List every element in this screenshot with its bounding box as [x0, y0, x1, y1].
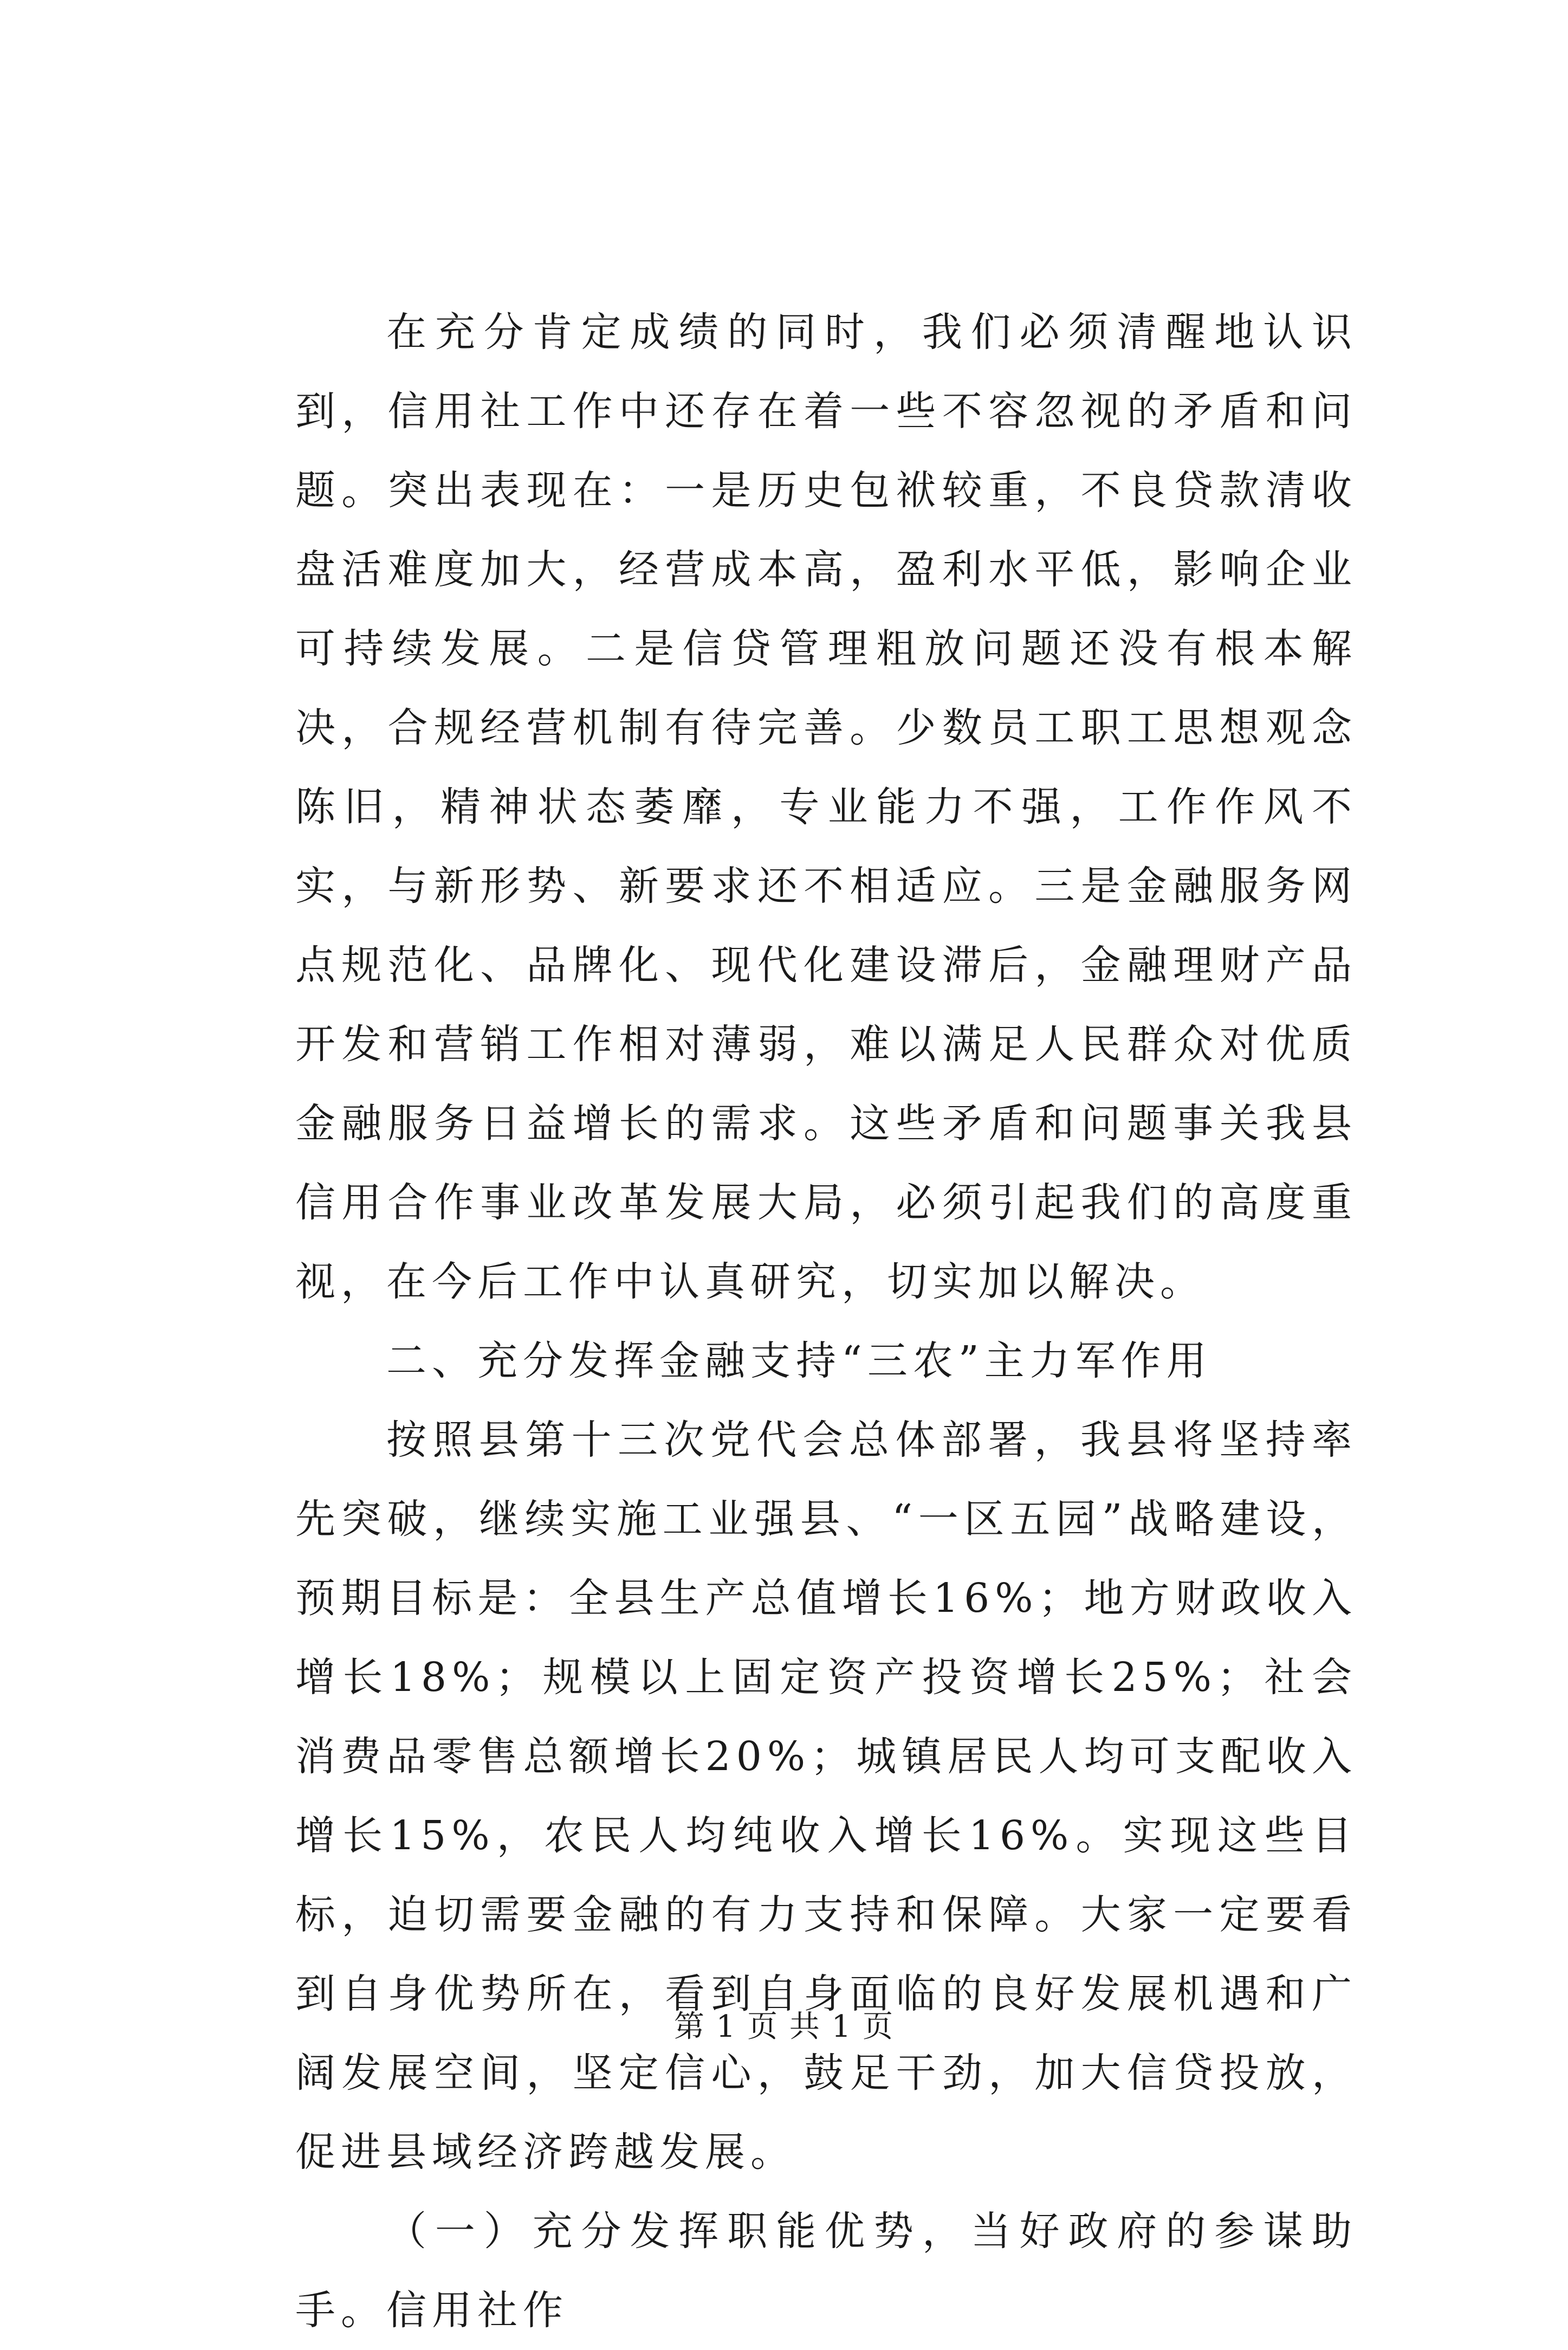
subsection-heading: （一）充分发挥职能优势，当好政府的参谋助手。信用社作	[295, 2208, 1357, 2334]
paragraph-problems: 在充分肯定成绩的同时，我们必须清醒地认识到，信用社工作中还存在着一些不容忽视的矛盾和问题。突出表现在：一是历史包袱较重，不良贷款清收盘活难度加大，经营成本高，盈利水平低，影响企业可持续发展。二是信贷管理粗放问题还没有根本解决，合规经营机制有待完善。少数员工职工思想观念陈旧，精神状态萎靡，专业能力不强，工作作风不实，与新形势、新要求还不相适应。三是金融服务网点规范化、品牌化、现代化建设滞后，金融理财产品开发和营销工作相对薄弱，难以满足人民群众对优质金融服务日益增长的需求。这些矛盾和问题事关我县信用合作事业改革发展大局，必须引起我们的高度重视，在今后工作中认真研究，切实加以解决。	[295, 309, 1357, 1305]
section-heading: 二、充分发挥金融支持“三农”主力军作用	[386, 1338, 1212, 1384]
paragraph-targets: 按照县第十三次党代会总体部署，我县将坚持率先突破，继续实施工业强县、“一区五园”战略建设，预期目标是：全县生产总值增长16%；地方财政收入增长18%；规模以上固定资产投资增长25%；社会消费品零售总额增长20%；城镇居民人均可支配收入增长15%，农民人均纯收入增长16%。实现这些目标，迫切需要金融的有力支持和保障。大家一定要看到自身优势所在，看到自身面临的良好发展机遇和广阔发展空间，坚定信心，鼓足干劲，加大信贷投放，促进县域经济跨越发展。	[295, 1417, 1357, 2175]
page-number-footer: 第 1 页 共 1 页	[673, 2009, 895, 2044]
